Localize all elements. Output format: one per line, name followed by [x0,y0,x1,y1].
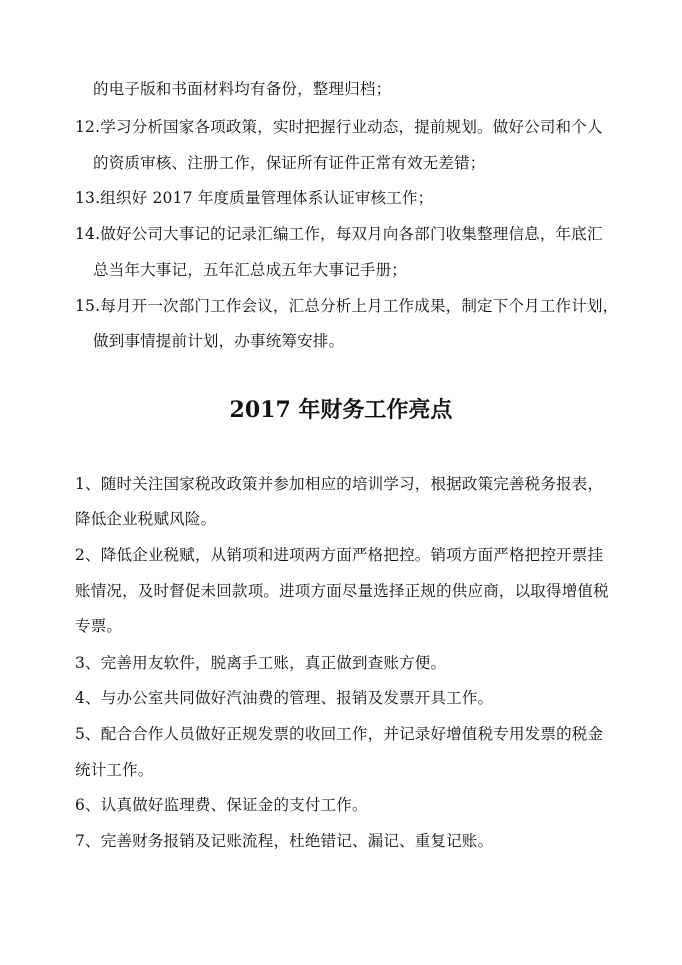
finance-item-5-continuation: 统计工作。 [75,761,154,779]
section-title: 2017 年财务工作亮点 [229,397,453,423]
finance-item-2: 2、降低企业税赋，从销项和进项两方面严格把控。销项方面严格把控开票挂 [75,546,604,564]
finance-item-2-continuation: 专票。 [75,617,123,635]
list-item-15-continuation: 做到事情提前计划，办事统筹安排。 [93,332,345,350]
finance-item-2-continuation: 账情况，及时督促未回款项。进项方面尽量选择正规的供应商，以取得增值税 [75,582,609,600]
finance-item-6: 6、认真做好监理费、保证金的支付工作。 [75,796,368,814]
finance-item-1: 1、随时关注国家税改政策并参加相应的培训学习，根据政策完善税务报表， [75,475,604,493]
list-item-14-continuation: 总当年大事记，五年汇总成五年大事记手册； [93,261,408,279]
list-continuation-line: 的电子版和书面材料均有备份，整理归档； [93,80,392,98]
finance-item-5: 5、配合合作人员做好正规发票的收回工作，并记录好增值税专用发票的税金 [75,725,604,743]
list-item-12: 12.学习分析国家各项政策，实时把握行业动态，提前规划。做好公司和个人 [75,118,603,136]
finance-item-4: 4、与办公室共同做好汽油费的管理、报销及发票开具工作。 [75,689,494,707]
finance-item-1-continuation: 降低企业税赋风险。 [75,510,217,528]
finance-item-7: 7、完善财务报销及记账流程，杜绝错记、漏记、重复记账。 [75,832,494,850]
list-item-12-continuation: 的资质审核、注册工作，保证所有证件正常有效无差错； [93,154,486,172]
list-item-15: 15.每月开一次部门工作会议，汇总分析上月工作成果，制定下个月工作计划， [75,297,619,315]
list-item-14: 14.做好公司大事记的记录汇编工作，每双月向各部门收集整理信息，年底汇 [75,225,603,243]
finance-item-3: 3、完善用友软件，脱离手工账，真正做到查账方便。 [75,654,447,672]
list-item-13: 13.组织好 2017 年度质量管理体系认证审核工作； [75,189,434,207]
